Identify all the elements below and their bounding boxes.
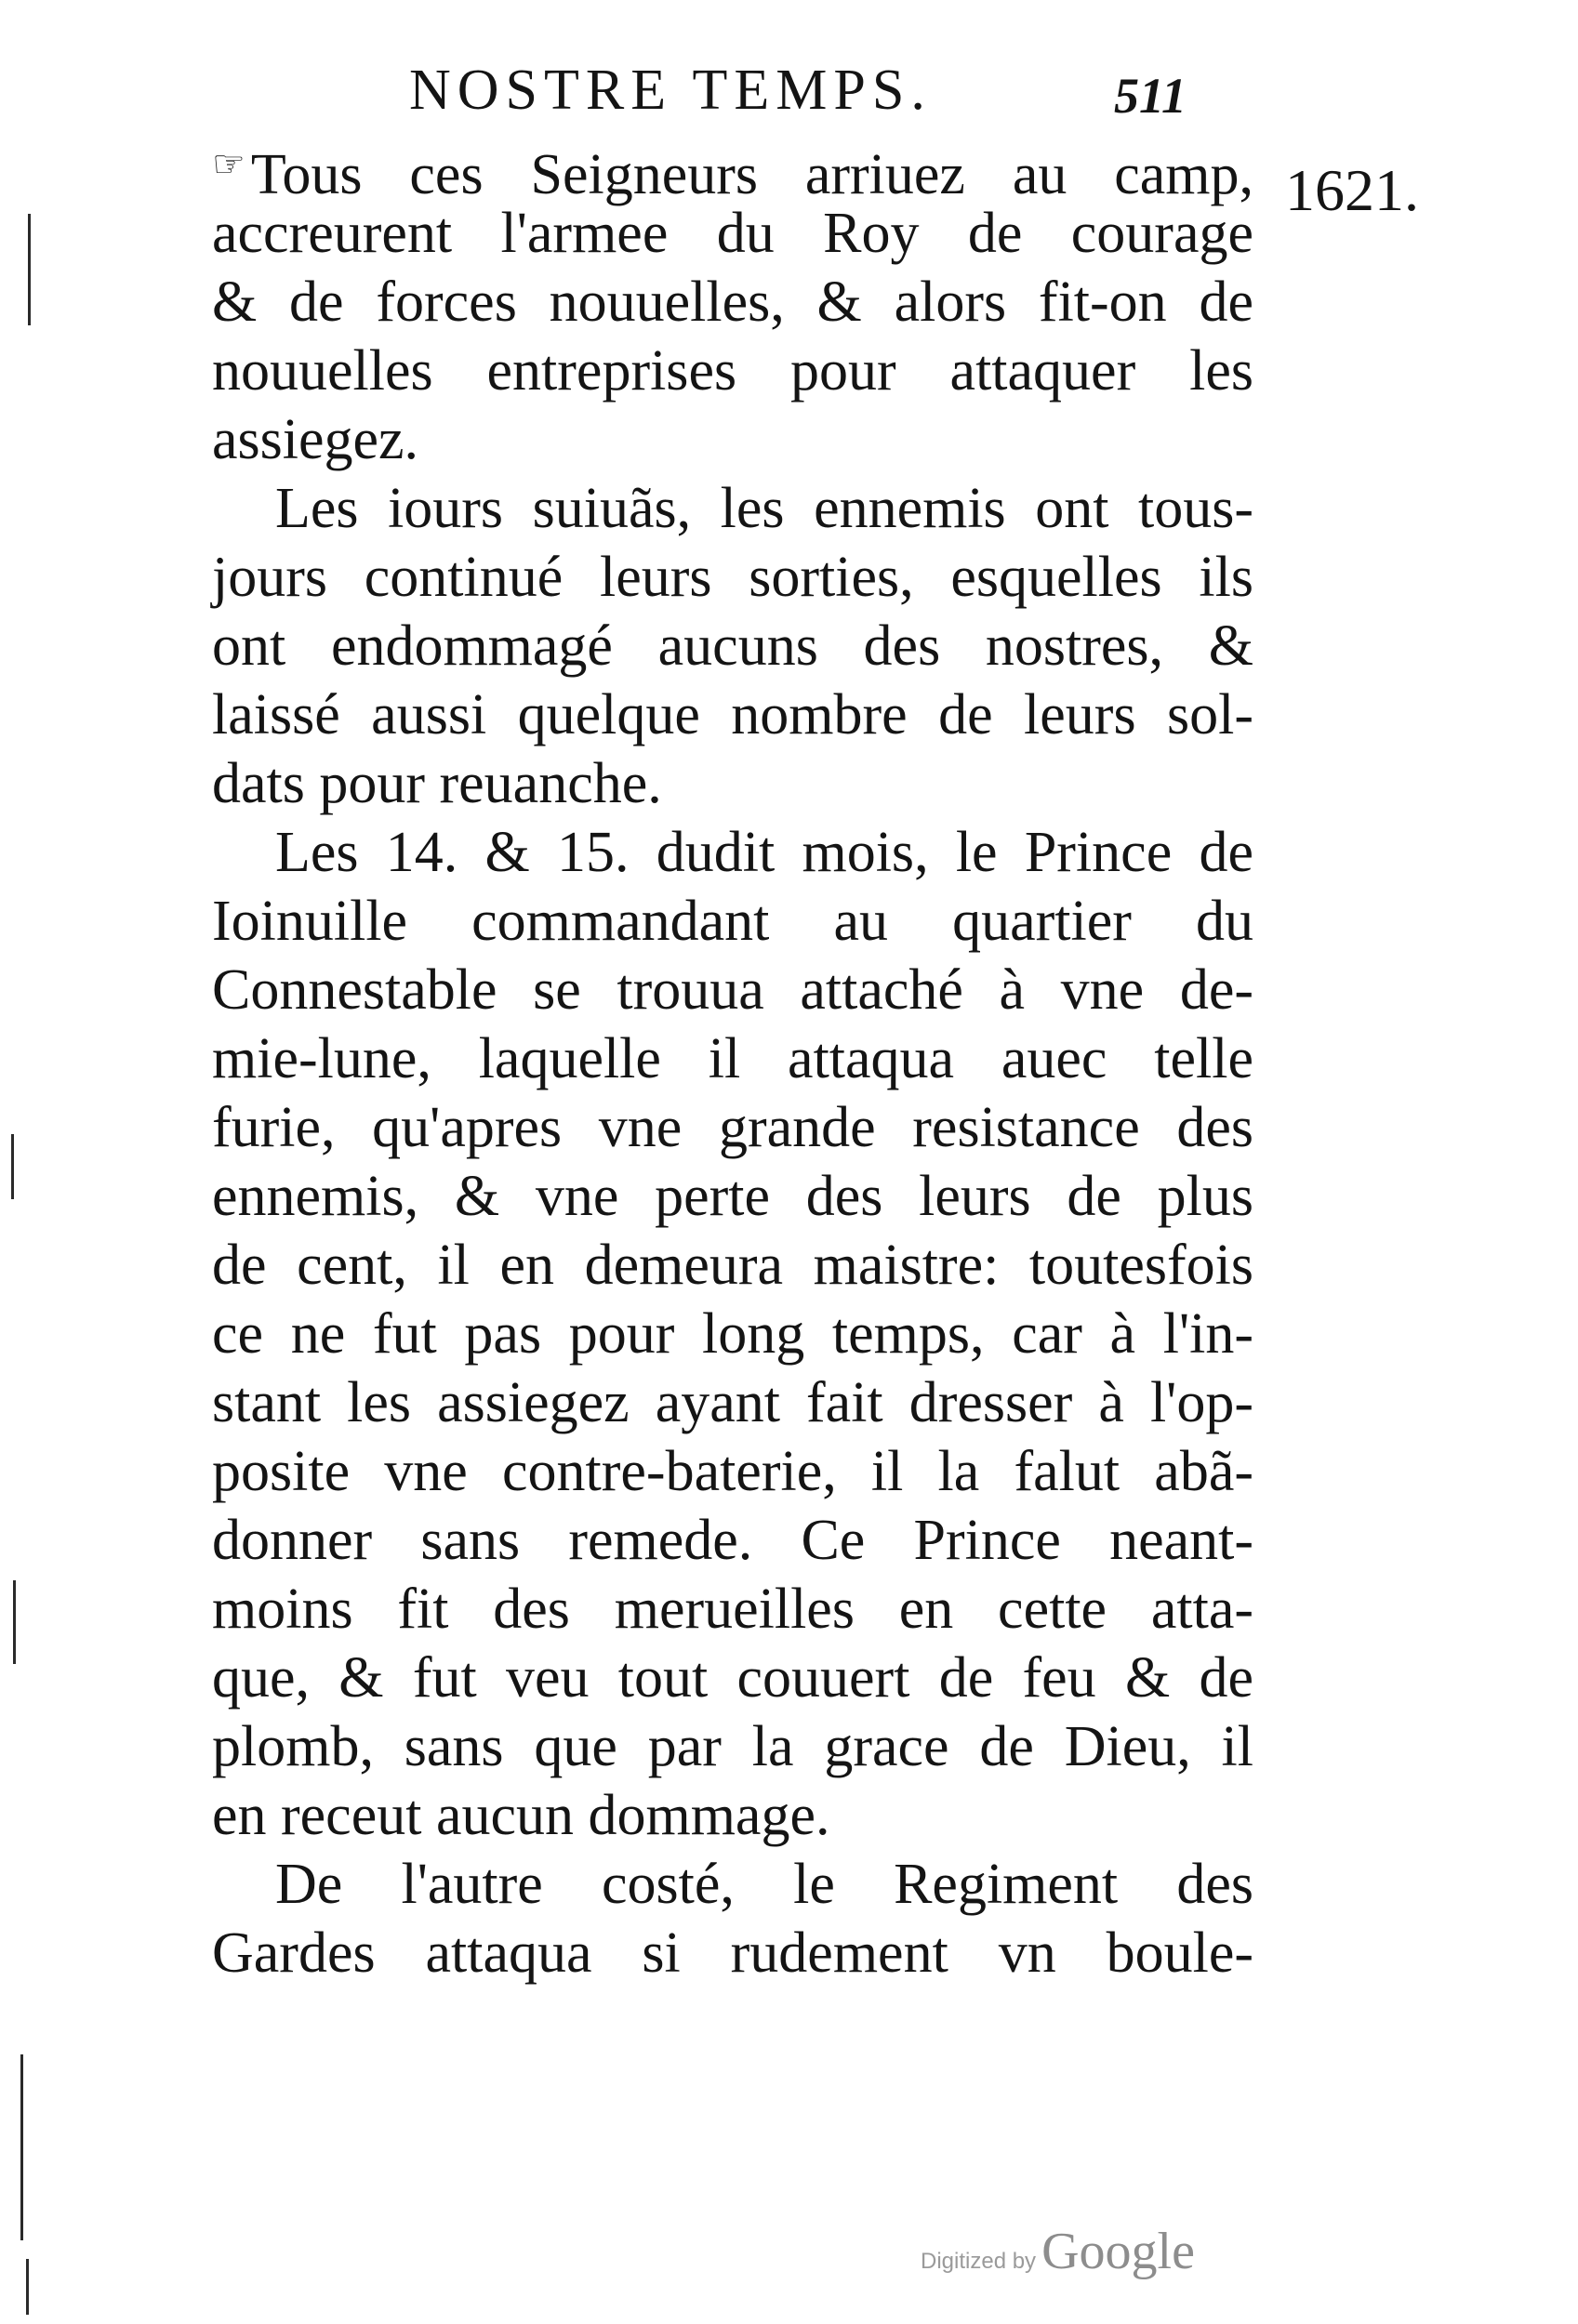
text-line: que, & fut veu tout couuert de feu & de	[212, 1646, 1253, 1710]
body-text	[212, 130, 1253, 1987]
text-line: nouuelles entreprises pour attaquer les	[212, 339, 1253, 403]
pointing-hand-icon: ☞	[212, 143, 245, 185]
text-line: laissé aussi quelque nombre de leurs sol-	[212, 683, 1253, 746]
text-line: posite vne contre-baterie, il la falut abã-	[212, 1440, 1253, 1503]
text-line: Gardes attaqua si rudement vn boule-	[212, 1921, 1253, 1985]
text-line: dats pour reuanche.	[212, 752, 662, 815]
text-line: ☞Tous ces Seigneurs arriuez au camp,	[212, 143, 1253, 206]
scan-edge-mark	[13, 1580, 16, 1664]
text-line: plomb, sans que par la grace de Dieu, il	[212, 1715, 1253, 1778]
margin-year-note: 1621.	[1285, 157, 1419, 223]
scan-edge-mark	[11, 1134, 14, 1199]
text-line: Les 14. & 15. dudit mois, le Prince de	[275, 821, 1253, 884]
running-title: NOSTRE TEMPS.	[409, 59, 932, 122]
google-logo: Google	[1041, 2223, 1195, 2280]
text-line: Connestable se trouua attaché à vne de-	[212, 958, 1253, 1022]
text-line: ennemis, & vne perte des leurs de plus	[212, 1165, 1253, 1228]
text-line: accreurent l'armee du Roy de courage	[212, 202, 1253, 265]
text-line: & de forces nouuelles, & alors fit-on de	[212, 271, 1253, 334]
text-line: donner sans remede. Ce Prince neant-	[212, 1509, 1253, 1572]
text-line: ont endommagé aucuns des nostres, &	[212, 614, 1253, 678]
text-line: moins fit des merueilles en cette atta-	[212, 1578, 1253, 1641]
digitized-by-google-watermark	[921, 2222, 1195, 2281]
text-line: en receut aucun dommage.	[212, 1784, 830, 1847]
text-line: furie, qu'apres vne grande resistance des	[212, 1096, 1253, 1159]
text-line: assiegez.	[212, 408, 419, 471]
text-line: mie-lune, laquelle il attaqua auec telle	[212, 1027, 1253, 1090]
text-line: stant les assiegez ayant fait dresser à l'op-	[212, 1371, 1253, 1434]
text-line: de cent, il en demeura maistre: toutesfois	[212, 1234, 1253, 1297]
text-line: Les iours suiuãs, les ennemis ont tous-	[275, 477, 1253, 540]
text-line: De l'autre costé, le Regiment des	[275, 1853, 1253, 1916]
page-number: 511	[1114, 68, 1187, 124]
text-line: Ioinuille commandant au quartier du	[212, 890, 1253, 953]
text-line: ce ne fut pas pour long temps, car à l'in-	[212, 1302, 1253, 1366]
scan-edge-mark	[26, 2259, 29, 2315]
scan-edge-mark	[20, 2054, 23, 2240]
text-line: jours continué leurs sorties, esquelles ils	[212, 546, 1253, 609]
watermark-prefix: Digitized by	[921, 2249, 1037, 2274]
scan-edge-mark	[28, 214, 31, 325]
